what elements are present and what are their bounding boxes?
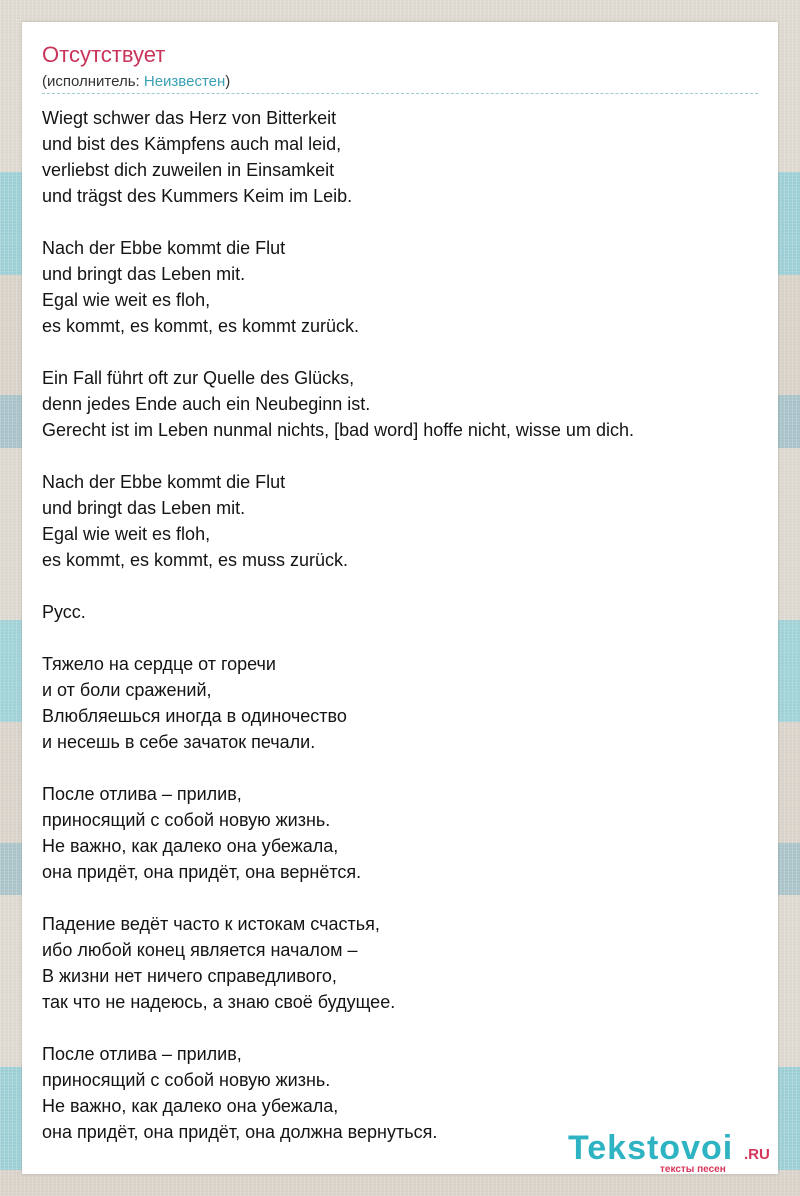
- lyric-line: После отлива – прилив,: [42, 1044, 242, 1064]
- lyrics-stanza: [42, 365, 758, 443]
- lyric-line: Egal wie weit es floh,: [42, 524, 211, 544]
- lyric-line: она придёт, она придёт, она вернётся.: [42, 862, 362, 882]
- lyric-line: приносящий с собой новую жизнь.: [42, 1070, 331, 1090]
- artist-prefix: (исполнитель:: [42, 73, 144, 90]
- lyric-line: und bist des Kämpfens auch mal leid,: [42, 134, 342, 154]
- lyrics-stanza: [42, 911, 758, 1015]
- lyric-line: und bringt das Leben mit.: [42, 498, 246, 518]
- lyric-line: und trägst des Kummers Keim im Leib.: [42, 186, 353, 206]
- lyrics-stanza: [42, 599, 758, 625]
- lyric-line: Ein Fall führt oft zur Quelle des Glücks,: [42, 368, 355, 388]
- lyric-line: denn jedes Ende auch ein Neubeginn ist.: [42, 394, 371, 414]
- lyric-line: ибо любой конец является началом –: [42, 940, 358, 960]
- tekstovoi-logo[interactable]: [568, 1128, 778, 1178]
- artist-suffix: ): [225, 73, 231, 90]
- lyric-line: так что не надеюсь, а знаю своё будущее.: [42, 992, 396, 1012]
- artist-link[interactable]: Неизвестен: [143, 73, 226, 90]
- lyric-line: приносящий с собой новую жизнь.: [42, 810, 331, 830]
- lyric-line: Gerecht ist im Leben nunmal nichts, [bad word] hoffe nicht, wisse um dich.: [42, 420, 634, 440]
- song-title: Отсутствует: [42, 42, 166, 67]
- lyric-line: В жизни нет ничего справедливого,: [42, 966, 337, 986]
- logo-wordmark: Tekstovoi: [568, 1129, 734, 1167]
- lyric-line: Влюбляешься иногда в одиночество: [42, 706, 347, 726]
- lyrics-body: [42, 105, 758, 1171]
- lyric-line: und bringt das Leben mit.: [42, 264, 246, 284]
- lyric-line: verliebst dich zuweilen in Einsamkeit: [42, 160, 335, 180]
- lyric-line: Nach der Ebbe kommt die Flut: [42, 238, 286, 258]
- lyric-line: Nach der Ebbe kommt die Flut: [42, 472, 286, 492]
- divider: [42, 93, 758, 94]
- lyrics-stanza: [42, 651, 758, 755]
- lyrics-stanza: [42, 235, 758, 339]
- lyric-line: es kommt, es kommt, es muss zurück.: [42, 550, 349, 570]
- lyric-line: Русс.: [42, 602, 86, 622]
- lyric-line: и несешь в себе зачаток печали.: [42, 732, 316, 752]
- lyric-line: Egal wie weit es floh,: [42, 290, 211, 310]
- artist-line: [42, 73, 230, 90]
- logo-tagline: тексты песен: [660, 1164, 726, 1175]
- lyric-line: Не важно, как далеко она убежала,: [42, 1096, 339, 1116]
- lyric-line: и от боли сражений,: [42, 680, 212, 700]
- lyric-line: Wiegt schwer das Herz von Bitterkeit: [42, 108, 337, 128]
- lyrics-stanza: [42, 469, 758, 573]
- lyric-line: Не важно, как далеко она убежала,: [42, 836, 339, 856]
- lyrics-stanza: [42, 781, 758, 885]
- lyric-line: После отлива – прилив,: [42, 784, 242, 804]
- logo-domain: .RU: [744, 1146, 770, 1163]
- lyrics-stanza: [42, 105, 758, 209]
- lyric-line: Тяжело на сердце от горечи: [42, 654, 276, 674]
- lyric-line: Падение ведёт часто к истокам счастья,: [42, 914, 380, 934]
- lyrics-card: [22, 22, 778, 1174]
- lyric-line: es kommt, es kommt, es kommt zurück.: [42, 316, 360, 336]
- lyric-line: она придёт, она придёт, она должна вернуться.: [42, 1122, 438, 1142]
